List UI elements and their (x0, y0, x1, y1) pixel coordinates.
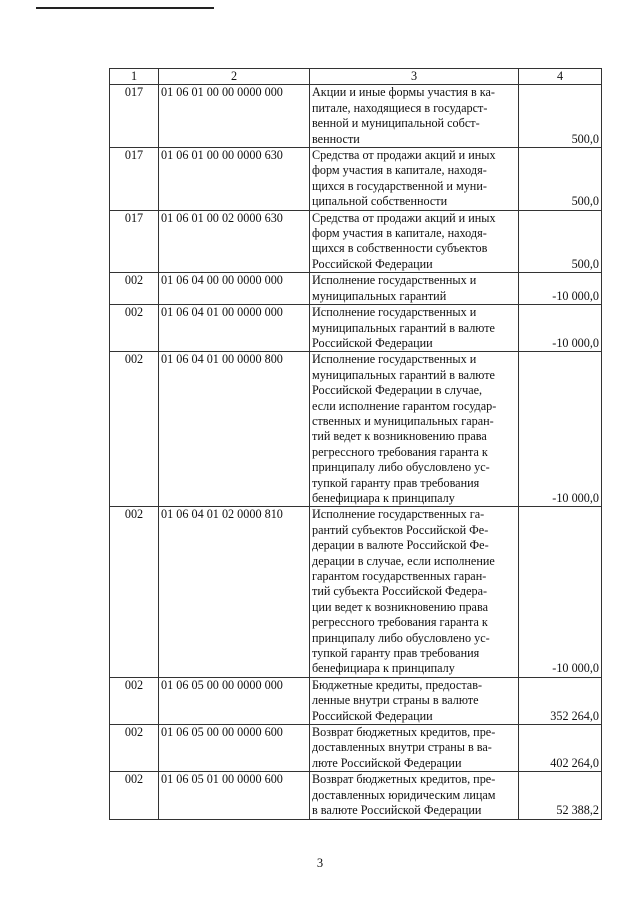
table-row (110, 677, 602, 724)
table-row (110, 507, 602, 677)
header-col-1: 1 (110, 69, 159, 85)
amount-cell: 500,0 (519, 148, 602, 211)
budget-sources-table (109, 68, 602, 820)
classification-code-cell: 01 06 04 01 00 0000 000 (159, 305, 310, 352)
table-header-row (110, 69, 602, 85)
description-line: тий ведет к возникновению права (312, 429, 487, 444)
description-line: регрессного требования гаранта к (312, 615, 488, 630)
amount-cell: 352 264,0 (519, 677, 602, 724)
description-cell (310, 273, 519, 305)
description-line: форм участия в капитале, находя- (312, 226, 487, 241)
description-line: Акции и иные формы участия в ка- (312, 85, 495, 100)
description-line: гарантом государственных гаран- (312, 569, 487, 583)
admin-code-cell: 002 (110, 352, 159, 507)
classification-code-cell: 01 06 04 00 00 0000 000 (159, 273, 310, 305)
description-line: Бюджетные кредиты, предостав- (312, 677, 483, 692)
description-line: Российской Федерации (312, 256, 433, 271)
admin-code-cell: 002 (110, 507, 159, 677)
admin-code-cell: 002 (110, 725, 159, 772)
table-row (110, 85, 602, 148)
amount-cell: -10 000,0 (519, 273, 602, 305)
description-line: щихся в государственной и муни- (312, 178, 487, 193)
classification-code-cell: 01 06 01 00 00 0000 000 (159, 85, 310, 148)
description-cell (310, 85, 519, 148)
amount-cell: 402 264,0 (519, 725, 602, 772)
description-line: ленные внутри страны в валюте (312, 693, 479, 708)
description-cell (310, 677, 519, 724)
description-line: ственных и муниципальных гаран- (312, 413, 494, 428)
classification-code-cell: 01 06 04 01 00 0000 800 (159, 352, 310, 507)
table-row (110, 273, 602, 305)
classification-code-cell: 01 06 01 00 00 0000 630 (159, 148, 310, 211)
admin-code-cell: 017 (110, 85, 159, 148)
description-cell (310, 507, 519, 677)
table-row (110, 772, 602, 819)
table-row (110, 725, 602, 772)
description-line: питале, находящиеся в государст- (312, 100, 488, 115)
description-line: Исполнение государственных и (312, 305, 477, 320)
description-line: ципальной собственности (312, 194, 448, 209)
description-line: регрессного требования гаранта к (312, 444, 488, 459)
description-line: рантий субъектов Российской Фе- (312, 522, 489, 537)
description-line: в валюте Российской Федерации (312, 803, 482, 818)
description-line: тупкой гаранту прав требования (312, 475, 480, 490)
admin-code-cell: 017 (110, 148, 159, 211)
description-cell (310, 725, 519, 772)
amount-cell: -10 000,0 (519, 352, 602, 507)
description-line: доставленных юридическим лицам (312, 787, 496, 802)
classification-code-cell: 01 06 05 00 00 0000 600 (159, 725, 310, 772)
description-line: щихся в собственности субъектов (312, 241, 488, 256)
description-line: если исполнение гарантом государ- (312, 398, 497, 413)
description-cell (310, 772, 519, 819)
admin-code-cell: 002 (110, 273, 159, 305)
description-line: форм участия в капитале, находя- (312, 163, 487, 178)
description-line: дерации в валюте Российской Фе- (312, 538, 489, 553)
description-line: тупкой гаранту прав требования (312, 646, 480, 661)
description-line: Исполнение государственных и (312, 352, 477, 367)
description-cell (310, 148, 519, 211)
page-number: 3 (316, 856, 324, 870)
description-line: муниципальных гарантий в валюте (312, 320, 495, 335)
header-col-3: 3 (310, 69, 519, 85)
description-line: Российской Федерации (312, 708, 433, 723)
top-divider (36, 7, 214, 9)
description-line: доставленных внутри страны в ва- (312, 740, 492, 755)
description-line: ции ведет к возникновению права (312, 599, 488, 614)
table-body (110, 69, 602, 820)
description-line: бенефициара к принципалу (312, 490, 455, 505)
table-row (110, 210, 602, 273)
classification-code-cell: 01 06 01 00 02 0000 630 (159, 210, 310, 273)
description-line: венной и муниципальной собст- (312, 116, 480, 131)
amount-cell: 500,0 (519, 210, 602, 273)
classification-code-cell: 01 06 05 01 00 0000 600 (159, 772, 310, 819)
description-cell (310, 352, 519, 507)
amount-cell: 52 388,2 (519, 772, 602, 819)
description-line: бенефициара к принципалу (312, 661, 455, 676)
description-line: Средства от продажи акций и иных (312, 210, 496, 225)
amount-cell: -10 000,0 (519, 305, 602, 352)
description-line: Средства от продажи акций и иных (312, 148, 496, 163)
description-line: Исполнение государственных и (312, 273, 477, 288)
amount-cell: 500,0 (519, 85, 602, 148)
description-line: муниципальных гарантий в валюте (312, 367, 495, 382)
description-line: принципалу либо обусловлено ус- (312, 460, 490, 475)
table-row (110, 148, 602, 211)
description-line: Российской Федерации (312, 335, 433, 350)
header-col-2: 2 (159, 69, 310, 85)
description-line: принципалу либо обусловлено ус- (312, 630, 490, 645)
amount-cell: -10 000,0 (519, 507, 602, 677)
admin-code-cell: 017 (110, 210, 159, 273)
description-line: Исполнение государственных га- (312, 507, 485, 522)
description-line: муниципальных гарантий (312, 288, 447, 303)
classification-code-cell: 01 06 05 00 00 0000 000 (159, 677, 310, 724)
admin-code-cell: 002 (110, 305, 159, 352)
header-col-4: 4 (519, 69, 602, 85)
classification-code-cell: 01 06 04 01 02 0000 810 (159, 507, 310, 677)
description-line: Возврат бюджетных кредитов, пре- (312, 772, 496, 787)
table-row (110, 352, 602, 507)
table-row (110, 305, 602, 352)
description-line: Возврат бюджетных кредитов, пре- (312, 725, 496, 740)
description-cell (310, 305, 519, 352)
description-line: Российской Федерации в случае, (312, 383, 483, 398)
description-line: венности (312, 131, 360, 146)
admin-code-cell: 002 (110, 772, 159, 819)
admin-code-cell: 002 (110, 677, 159, 724)
description-line: люте Российской Федерации (312, 755, 462, 770)
description-cell (310, 210, 519, 273)
description-line: тий субъекта Российской Федера- (312, 584, 488, 599)
description-line: дерации в случае, если исполнение (312, 553, 495, 568)
